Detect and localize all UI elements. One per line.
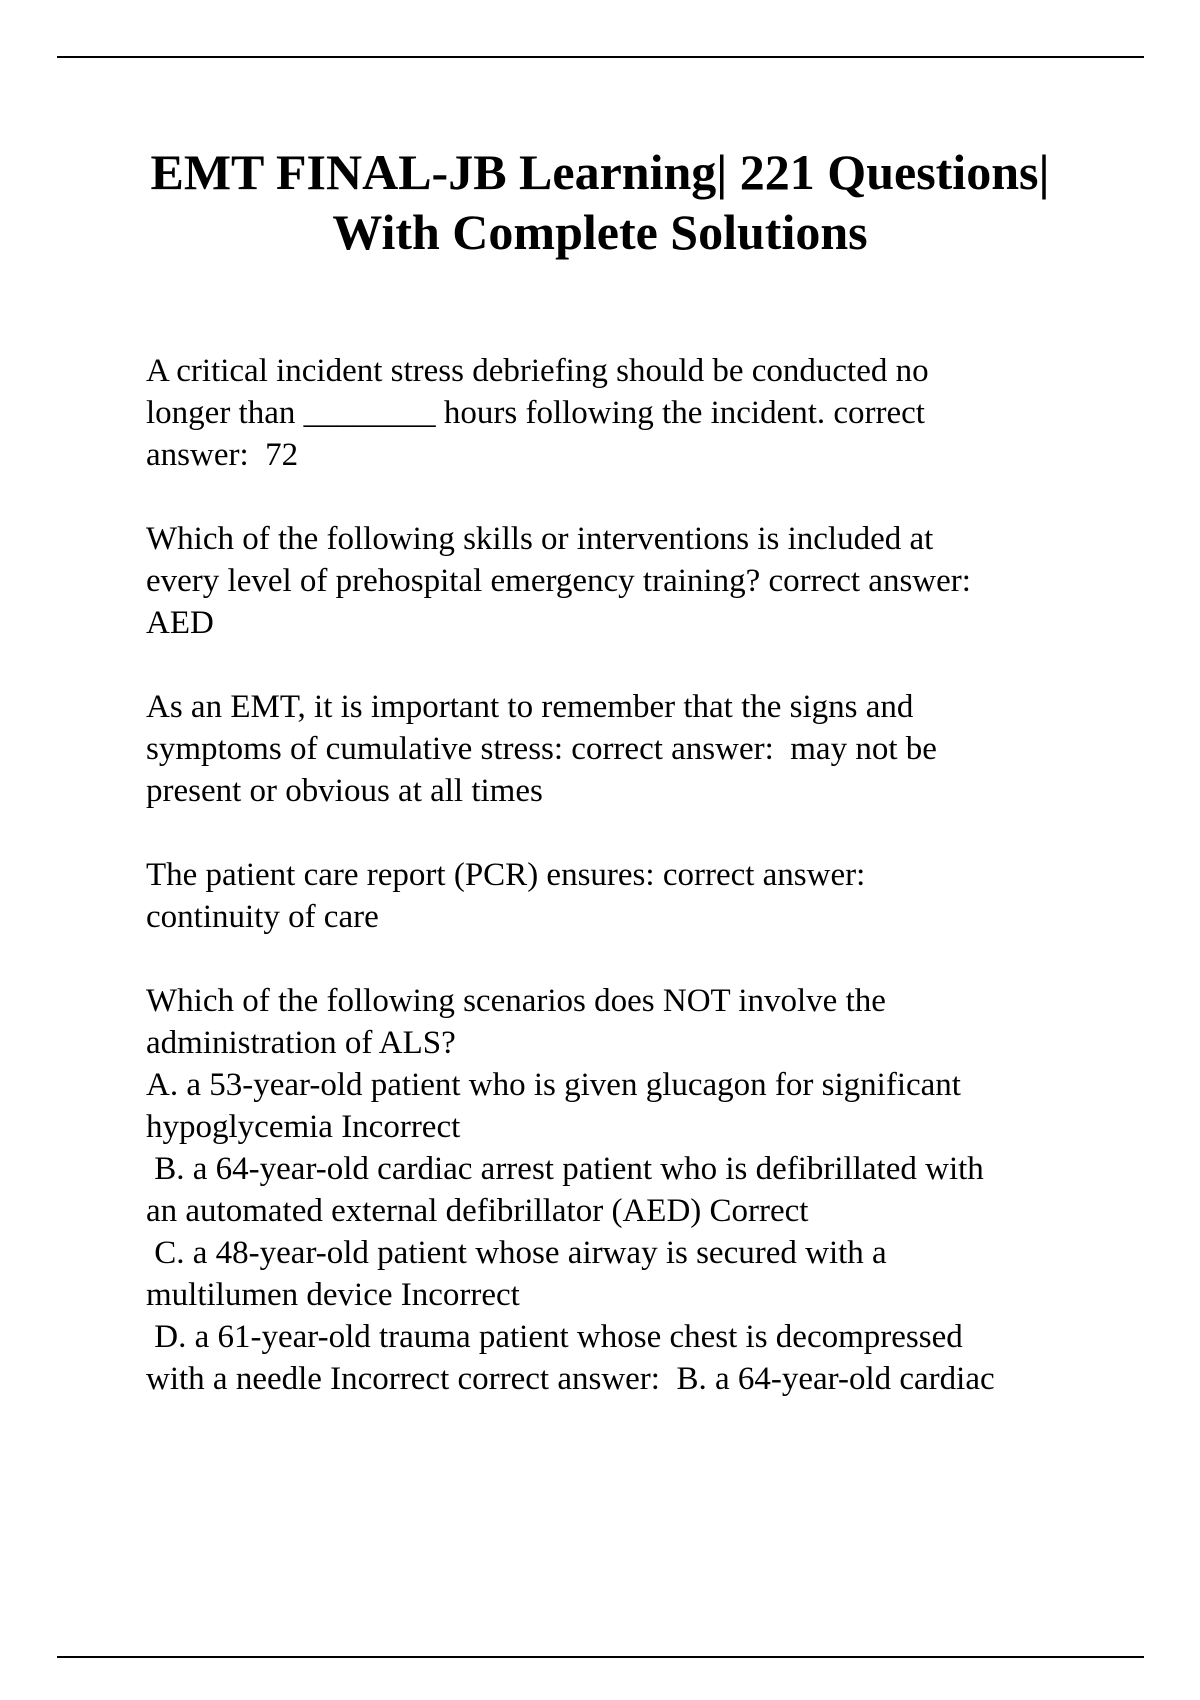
answer-line: AED	[146, 605, 214, 641]
question-line: The patient care report (PCR) ensures: correct answer:	[146, 857, 866, 893]
answer-line: present or obvious at all times	[146, 773, 543, 809]
question-line: A critical incident stress debriefing should be conducted no	[146, 353, 929, 389]
question-line: As an EMT, it is important to remember that the signs and	[146, 689, 914, 725]
option-line: A. a 53-year-old patient who is given glucagon for significant	[146, 1067, 961, 1103]
question-4	[146, 854, 1146, 938]
option-line: B. a 64-year-old cardiac arrest patient who is defibrillated with	[146, 1151, 984, 1187]
answer-line: continuity of care	[146, 899, 379, 935]
question-line: every level of prehospital emergency training? correct answer:	[146, 563, 971, 599]
option-line: an automated external defibrillator (AED) Correct	[146, 1193, 809, 1229]
question-1	[146, 350, 1146, 476]
bottom-rule	[57, 1656, 1144, 1658]
answer-line: answer: 72	[146, 437, 299, 473]
question-line: Which of the following skills or interventions is included at	[146, 521, 934, 557]
question-line: administration of ALS?	[146, 1025, 456, 1061]
answer-line: with a needle Incorrect correct answer: B. a 64-year-old cardiac	[146, 1361, 995, 1397]
question-5	[146, 980, 1146, 1400]
option-line: multilumen device Incorrect	[146, 1277, 520, 1313]
option-line: D. a 61-year-old trauma patient whose chest is decompressed	[146, 1319, 963, 1355]
question-3	[146, 686, 1146, 812]
top-rule	[57, 56, 1144, 58]
question-2	[146, 518, 1146, 644]
question-list	[146, 350, 1146, 1442]
title-line-1: EMT FINAL-JB Learning| 221 Questions|	[150, 144, 1050, 200]
option-line: C. a 48-year-old patient whose airway is secured with a	[146, 1235, 887, 1271]
question-line: Which of the following scenarios does NOT involve the	[146, 983, 886, 1019]
option-line: hypoglycemia Incorrect	[146, 1109, 461, 1145]
page-title	[110, 142, 1090, 262]
question-line: longer than ________ hours following the incident. correct	[146, 395, 925, 431]
title-line-2: With Complete Solutions	[332, 204, 868, 260]
question-line: symptoms of cumulative stress: correct answer: may not be	[146, 731, 937, 767]
